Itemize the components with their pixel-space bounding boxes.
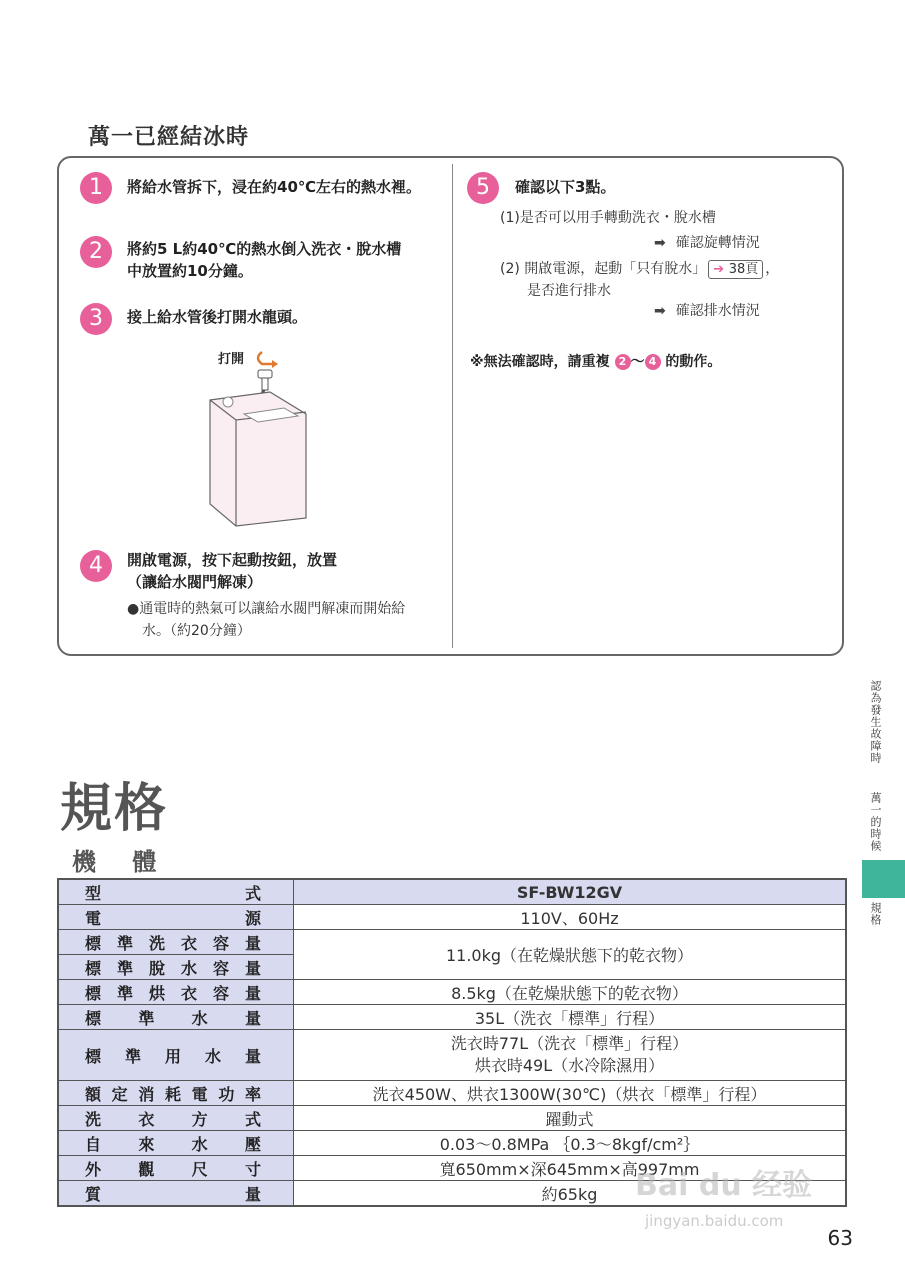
spec-title: 規格 bbox=[60, 779, 169, 839]
repeat-step-a: 2 bbox=[615, 354, 631, 370]
spec-table bbox=[57, 878, 847, 1207]
table-row bbox=[58, 1005, 846, 1030]
table-row bbox=[58, 1030, 846, 1081]
spec-label: 自 來 水 壓 bbox=[58, 1131, 294, 1156]
step-4-text-line2: （讓給水閥門解凍） bbox=[127, 573, 263, 591]
step-1-number: 1 bbox=[80, 172, 112, 204]
check-item-2-line2: 是否進行排水 bbox=[527, 283, 611, 299]
spec-label: 質 量 bbox=[58, 1181, 294, 1207]
repeat-note bbox=[470, 351, 721, 373]
table-row bbox=[58, 879, 846, 905]
check-item-2-line1 bbox=[500, 258, 779, 280]
faucet-icon bbox=[258, 370, 272, 390]
spec-label: 標準脫水容量 bbox=[58, 955, 294, 980]
column-divider bbox=[452, 164, 453, 648]
spec-label: 標準用水量 bbox=[58, 1030, 294, 1081]
step-2-number: 2 bbox=[80, 236, 112, 268]
section-title-frozen: 萬一已經結冰時 bbox=[88, 125, 250, 150]
step-3-text: 接上給水管後打開水龍頭。 bbox=[127, 308, 308, 326]
side-nav-emergency[interactable]: 萬一的時候 bbox=[869, 792, 882, 852]
step-1-text: 將給水管拆下，浸在約40℃左右的熱水裡。 bbox=[127, 178, 422, 196]
step-3-number: 3 bbox=[80, 303, 112, 335]
check-item-1-result: 確認旋轉情況 bbox=[675, 235, 760, 251]
table-row bbox=[58, 905, 846, 930]
right-arrow-icon: ➡ bbox=[654, 303, 666, 319]
check-item-2-text: (2) 開啟電源，起動「只有脫水」 bbox=[500, 261, 707, 277]
repeat-tilde: ～ bbox=[630, 354, 645, 370]
check-item-2-result: 確認排水情況 bbox=[675, 303, 760, 319]
spec-value: 35L（洗衣「標準」行程） bbox=[294, 1005, 847, 1030]
spec-label: 電 源 bbox=[58, 905, 294, 930]
open-label: 打開 bbox=[218, 352, 245, 367]
right-arrow-icon: ➡ bbox=[654, 235, 666, 251]
spec-value: 8.5kg（在乾燥狀態下的乾衣物） bbox=[294, 980, 847, 1005]
washing-machine-illustration bbox=[200, 340, 320, 530]
spec-value-line: 烘衣時49L（水冷除濕用） bbox=[474, 1056, 665, 1075]
watermark-url: jingyan.baidu.com bbox=[645, 1212, 784, 1230]
check-item-2-result-row bbox=[654, 300, 760, 320]
repeat-note-end: 的動作。 bbox=[665, 354, 722, 370]
step-4-number: 4 bbox=[80, 550, 112, 582]
spec-value-line: 洗衣時77L（洗衣「標準」行程） bbox=[450, 1034, 689, 1053]
step-2-text-line2: 中放置約10分鐘。 bbox=[127, 262, 253, 280]
spec-label: 外 觀 尺 寸 bbox=[58, 1156, 294, 1181]
spec-subtitle: 機 體 bbox=[72, 848, 171, 876]
step-4-note-line2: 水。（約20分鐘） bbox=[142, 623, 251, 639]
spec-value: 躍動式 bbox=[294, 1106, 847, 1131]
side-nav-active-tab[interactable] bbox=[862, 860, 905, 898]
spec-label: 標準烘衣容量 bbox=[58, 980, 294, 1005]
spec-value: 11.0kg（在乾燥狀態下的乾衣物） bbox=[294, 930, 847, 980]
page-number: 63 bbox=[827, 1226, 853, 1250]
spec-value: 洗衣450W、烘衣1300W(30℃)（烘衣「標準」行程） bbox=[294, 1081, 847, 1106]
watermark-brand: Bai du 经验 bbox=[635, 1168, 813, 1203]
spec-label: 標準洗衣容量 bbox=[58, 930, 294, 955]
spec-value: 110V、60Hz bbox=[294, 905, 847, 930]
turn-arrow-icon bbox=[258, 352, 272, 364]
right-arrow-icon: ➔ bbox=[713, 262, 729, 277]
table-row bbox=[58, 1131, 846, 1156]
table-row bbox=[58, 930, 846, 955]
step-5-title: 確認以下3點。 bbox=[515, 178, 616, 196]
check-item-1-result-row bbox=[654, 232, 760, 252]
table-row bbox=[58, 1081, 846, 1106]
step-2-text-line1: 將約5 L約40℃的熱水倒入洗衣・脫水槽 bbox=[127, 240, 402, 258]
table-row bbox=[58, 1106, 846, 1131]
spec-value bbox=[294, 1030, 847, 1081]
step-5-number: 5 bbox=[467, 172, 499, 204]
page-reference-link[interactable] bbox=[708, 260, 763, 279]
side-nav-specs[interactable]: 規格 bbox=[869, 902, 882, 926]
spec-value: 0.03～0.8MPa ｛0.3～8kgf/cm²｝ bbox=[294, 1131, 847, 1156]
spec-label: 標 準 水 量 bbox=[58, 1005, 294, 1030]
table-row bbox=[58, 980, 846, 1005]
spec-value: SF-BW12GV bbox=[294, 879, 847, 905]
repeat-note-text: ※無法確認時，請重複 bbox=[470, 354, 610, 370]
spec-label: 型 式 bbox=[58, 879, 294, 905]
check-item-2-punct: ， bbox=[765, 261, 780, 277]
spec-value: 寬650mm×深645mm×高997mm bbox=[294, 1156, 847, 1181]
spec-label: 洗 衣 方 式 bbox=[58, 1106, 294, 1131]
repeat-step-b: 4 bbox=[645, 354, 661, 370]
spec-value: 約65kg bbox=[294, 1181, 847, 1207]
spec-label: 額定消耗電功率 bbox=[58, 1081, 294, 1106]
step-4-note-line1: ●通電時的熱氣可以讓給水閥門解凍而開始給 bbox=[127, 601, 406, 617]
page-reference-label: 38頁 bbox=[728, 262, 759, 277]
check-item-1: (1)是否可以用手轉動洗衣・脫水槽 bbox=[500, 210, 716, 226]
side-nav-troubleshooting[interactable]: 認為發生故障時 bbox=[869, 680, 882, 764]
step-4-text-line1: 開啟電源，按下起動按鈕，放置 bbox=[127, 551, 338, 569]
